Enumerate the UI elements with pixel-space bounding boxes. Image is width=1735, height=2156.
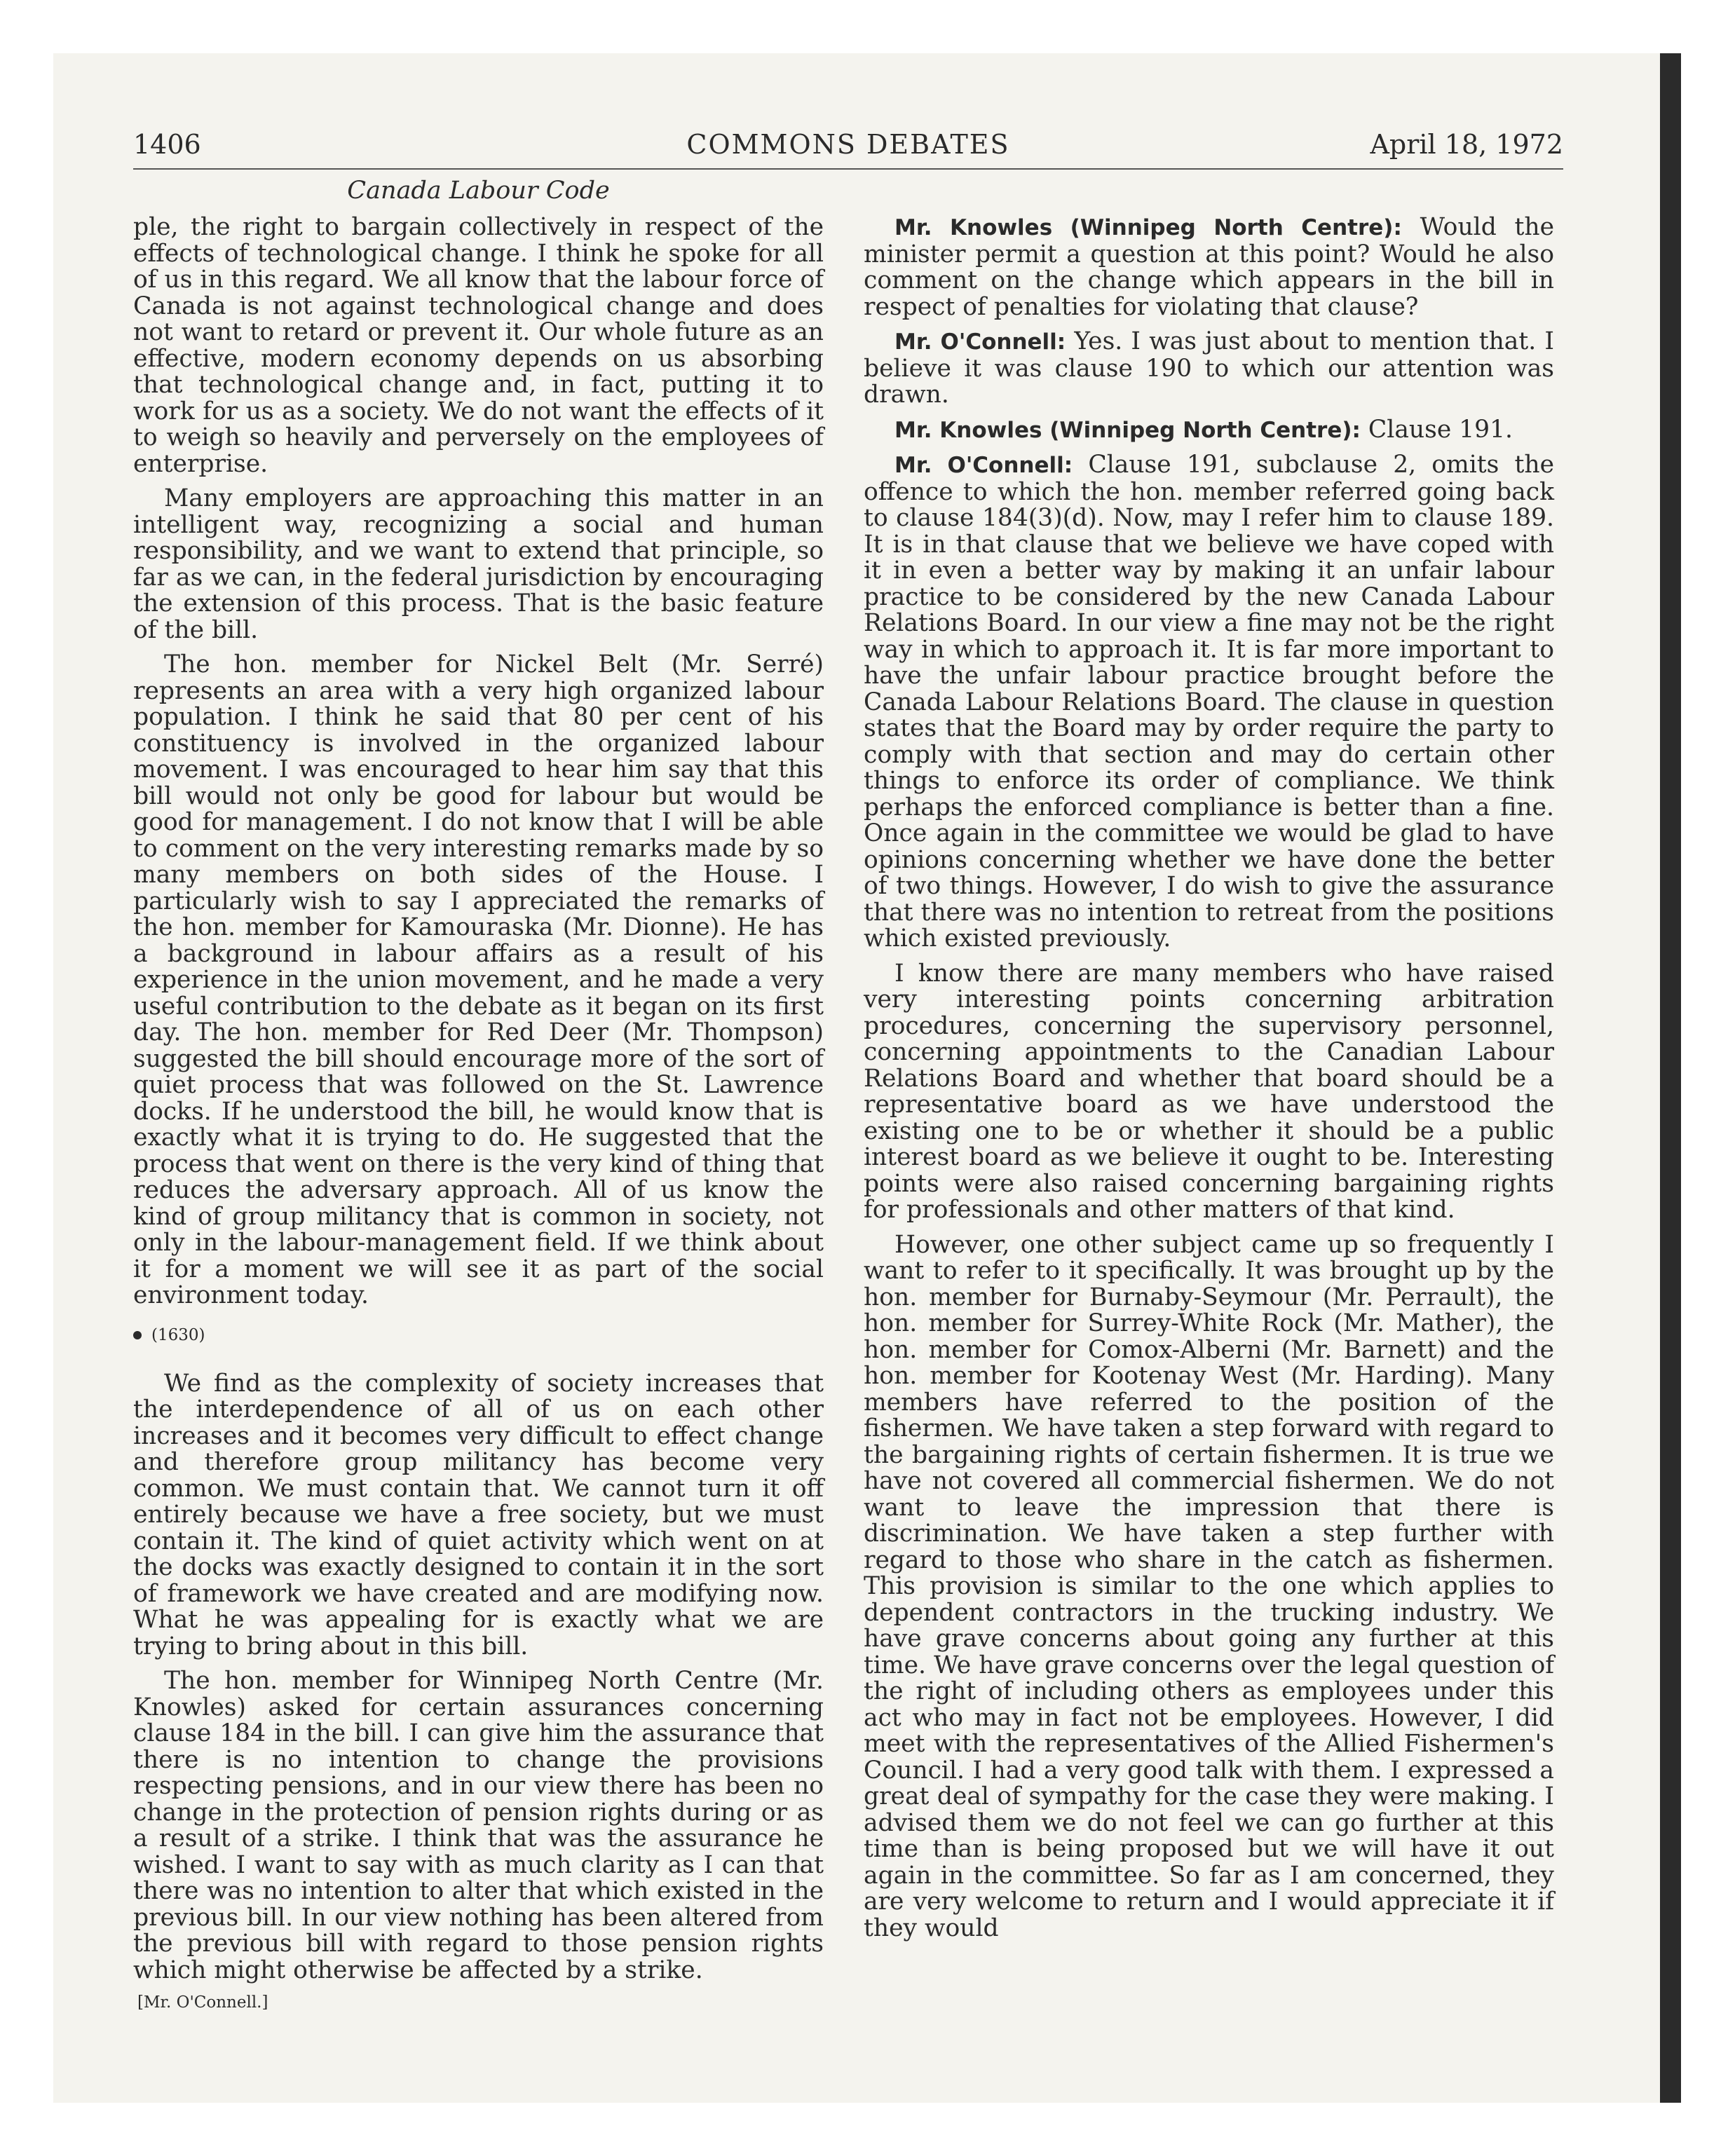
speaker-name: Mr. Knowles (Winnipeg North Centre): bbox=[894, 417, 1361, 443]
page-header bbox=[133, 126, 1563, 170]
paragraph: The hon. member for Nickel Belt (Mr. Serré) represents an area with a very high organized labour population. I think he said that 80 per cent of his constituency is involved in the organized labour movement. I was encouraged to hear him say that this bill would not only be good for labour but would be good for management. I do not know that I will be able to comment on the very interesting remarks made by so many members on both sides of the House. I particularly wish to say I appreciated the remarks of the hon. member for Kamouraska (Mr. Dionne). He has a background in labour affairs as a result of his experience in the union movement, and he made a very useful contribution to the debate as it began on its first day. The hon. member for Red Deer (Mr. Thompson) suggested the bill should encourage more of the sort of quiet process that was followed on the St. Lawrence docks. If he understood the bill, he would know that is exactly what it is trying to do. He suggested that the process that went on there is the very kind of thing that reduces the adversary approach. All of us know the kind of group militancy that is common in society, not only in the labour-management field. If we think about it for a moment we will see it as part of the social environment today. bbox=[133, 650, 824, 1309]
issue-date: April 18, 1972 bbox=[1370, 129, 1563, 160]
right-column bbox=[864, 214, 1554, 1950]
speech bbox=[864, 329, 1554, 409]
speech bbox=[864, 452, 1554, 953]
speech-text: Clause 191, subclause 2, omits the offence to which the hon. member referred going back to clause 184(3)(d). Now, may I refer him to clause 189. It is in that clause that we believe we have coped with it in even a better way by making it an unfair labour practice to be considered by the new Canada Labour Relations Board. In our view a fine may not be the right way in which to approach it. It is far more important to have the unfair labour practice brought before the Canada Labour Relations Board. The clause in question states that the Board may by order require the party to comply with that section and may do certain other things to enforce its order of compliance. We think perhaps the enforced compliance is better than a fine. Once again in the committee we would be glad to have opinions concerning whether we have done the better of two things. However, I do wish to give the assurance that there was no intention to retreat from the positions which existed previously. bbox=[864, 451, 1554, 953]
paragraph: The hon. member for Winnipeg North Centre (Mr. Knowles) asked for certain assurances concerning clause 184 in the bill. I can give him the assurance that there is no intention to change the provisions respecting pensions, and in our view there has been no change in the protection of pension rights during or as a result of a strike. I think that was the assurance he wished. I want to say with as much clarity as I can that there was no intention to alter that which existed in the previous bill. In our view nothing has been altered from the previous bill with regard to those pension rights which might otherwise be affected by a strike. bbox=[133, 1667, 824, 1984]
speech-text: Yes. I was just about to mention that. I believe it was clause 190 to which our attention was drawn. bbox=[864, 327, 1554, 409]
paragraph: I know there are many members who have raised very interesting points concerning arbitration procedures, concerning the supervisory personnel, concerning appointments to the Canadian Labour Relations Board and whether that board should be a representative board as we have understood the existing one to be or whether it should be a public interest board as we believe it ought to be. Interesting points were also raised concerning bargaining rights for professionals and other matters of that kind. bbox=[864, 959, 1554, 1224]
speech bbox=[864, 214, 1554, 320]
speaker-name: Mr. Knowles (Winnipeg North Centre): bbox=[894, 215, 1402, 240]
speech bbox=[864, 417, 1554, 444]
left-column bbox=[133, 214, 824, 2013]
section-title: Canada Labour Code bbox=[347, 177, 610, 205]
paragraph: However, one other subject came up so frequently I want to refer to it specifically. It was brought up by the hon. member for Burnaby-Seymour (Mr. Perrault), the hon. member for Surrey-White Rock (Mr. Mather), the hon. member for Comox-Alberni (Mr. Barnett) and the hon. member for Kootenay West (Mr. Harding). Many members have referred to the position of the fishermen. We have taken a step forward with regard to the bargaining rights of certain fishermen. It is true we have not covered all commercial fishermen. We do not want to leave the impression that there is discrimination. We have taken a step further with regard to those who share in the catch as fishermen. This provision is similar to the one which applies to dependent contractors in the trucking industry. We have grave concerns about going any further at this time. We have grave concerns over the legal question of the right of including others as employees under this act who may in fact not be employees. However, I did meet with the representatives of the Allied Fishermen's Council. I had a very good talk with them. I expressed a great deal of sympathy for the case they were making. I advised them we do not feel we can go further at this time than is being proposed but we will have it out again in the committee. So far as I am concerned, they are very welcome to return and I would appreciate it if they would bbox=[864, 1230, 1554, 1942]
speaker-name: Mr. O'Connell: bbox=[894, 329, 1066, 355]
paragraph: We find as the complexity of society increases that the interdependence of all of us on each other increases and it becomes very difficult to effect change and therefore group militancy has become very common. We must contain that. We cannot turn it off entirely because we have a free society, but we must contain it. The kind of quiet activity which went on at the docks was exactly designed to contain it in the sort of framework we have created and are modifying now. What he was appealing for is exactly what we are trying to bring about in this bill. bbox=[133, 1369, 824, 1660]
bullet-icon bbox=[133, 1331, 142, 1339]
speaker-signoff: [Mr. O'Connell.] bbox=[137, 1993, 268, 2012]
time-marker-label: (1630) bbox=[151, 1325, 205, 1344]
paragraph: ple, the right to bargain collectively in respect of the effects of technological change. I think he spoke for all of us in this regard. We all know that the labour force of Canada is not against technological change and does not want to retard or prevent it. Our whole future as an effective, modern economy depends on us absorbing that technological change and, in fact, putting it to work for us as a society. We do not want the effects of it to weigh so heavily and perversely on the employees of enterprise. bbox=[133, 213, 824, 478]
binding-shadow bbox=[1660, 53, 1681, 2103]
time-marker bbox=[133, 1325, 824, 1346]
speaker-name: Mr. O'Connell: bbox=[894, 453, 1073, 478]
page-number: 1406 bbox=[133, 129, 201, 160]
speech-text: Would the minister permit a question at this point? Would he also comment on the change which appears in the bill in respect of penalties for violating that clause? bbox=[864, 213, 1554, 321]
journal-title: COMMONS DEBATES bbox=[686, 129, 1010, 160]
paragraph: Many employers are approaching this matter in an intelligent way, recognizing a social and human responsibility, and we want to extend that principle, so far as we can, in the federal jurisdiction by encouraging the extension of this process. That is the basic feature of the bill. bbox=[133, 484, 824, 644]
speech-text: Clause 191. bbox=[1368, 415, 1513, 444]
